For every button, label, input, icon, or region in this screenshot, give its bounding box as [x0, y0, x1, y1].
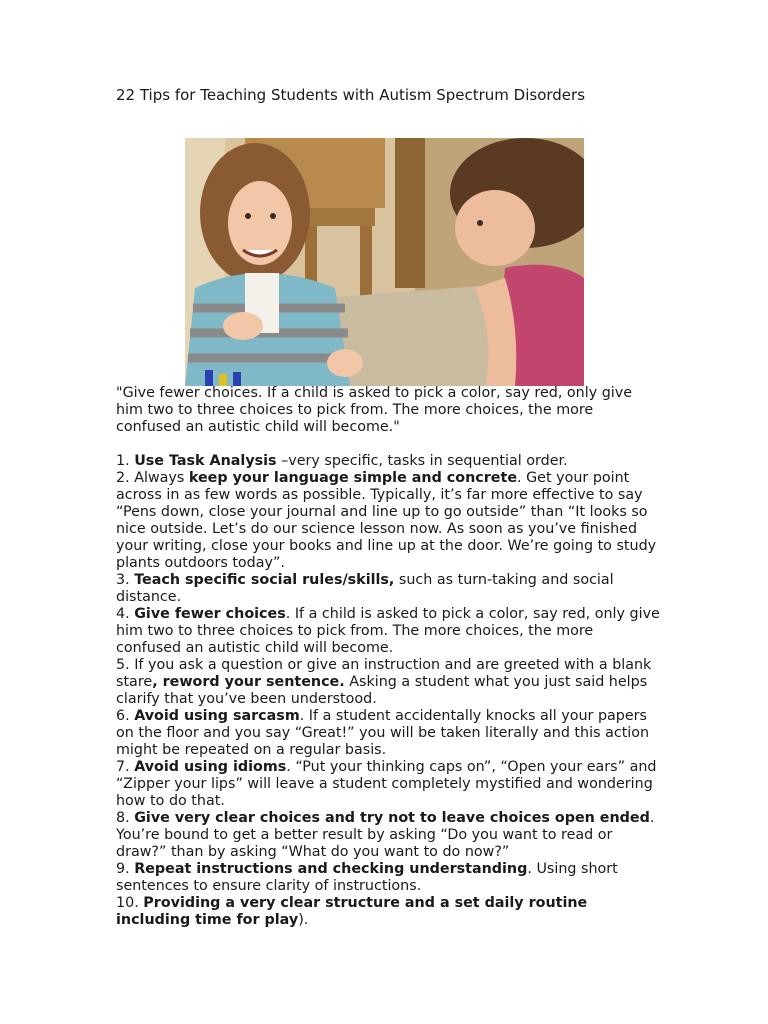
tip-item: 2. Always keep your language simple and concrete. Get your point across in as few words as possible. Typically, it’s far more effective to say “Pens down, close your journal and line up to go outside” than “It looks so nice outside. Let’s do our science lesson now. As soon as you’ve finished your writing, close your books and line up at the door. We’re going to study plants outdoors today”.	[116, 470, 657, 571]
tip-item: 1. Use Task Analysis –very specific, tasks in sequential order.	[116, 453, 568, 469]
tip-item: 5. If you ask a question or give an instruction and are greeted with a blank stare, reword your sentence. Asking a student what you just said helps clarify that you’ve been understood.	[116, 657, 652, 707]
tip-item: 7. Avoid using idioms. “Put your thinking caps on”, “Open your ears” and “Zipper your lips” will leave a student completely mystified and wondering how to do that.	[116, 759, 657, 809]
tip-item: 9. Repeat instructions and checking understanding. Using short sentences to ensure clarity of instructions.	[116, 861, 618, 894]
tip-item: 6. Avoid using sarcasm. If a student accidentally knocks all your papers on the floor and you say “Great!” you will be taken literally and this action might be repeated on a regular basis.	[116, 708, 650, 758]
intro-quote: "Give fewer choices. If a child is asked to pick a color, say red, only give him two to three choices to pick from. The more choices, the more confused an autistic child will become."	[116, 385, 633, 435]
tip-item: 3. Teach specific social rules/skills, such as turn-taking and social distance.	[116, 572, 614, 605]
tip-item: 10. Providing a very clear structure and a set daily routine including time for play).	[116, 895, 588, 928]
teacher-child-photo	[185, 138, 584, 386]
page-title: 22 Tips for Teaching Students with Autism Spectrum Disorders	[116, 86, 586, 104]
article-body	[116, 385, 661, 929]
tip-item: 4. Give fewer choices. If a child is asked to pick a color, say red, only give him two to three choices to pick from. The more choices, the more confused an autistic child will become.	[116, 606, 660, 656]
tip-item: 8. Give very clear choices and try not to leave choices open ended. You’re bound to get a better result by asking “Do you want to read or draw?” than by asking “What do you want to do now?”	[116, 810, 655, 860]
paragraph-gap	[116, 436, 661, 453]
